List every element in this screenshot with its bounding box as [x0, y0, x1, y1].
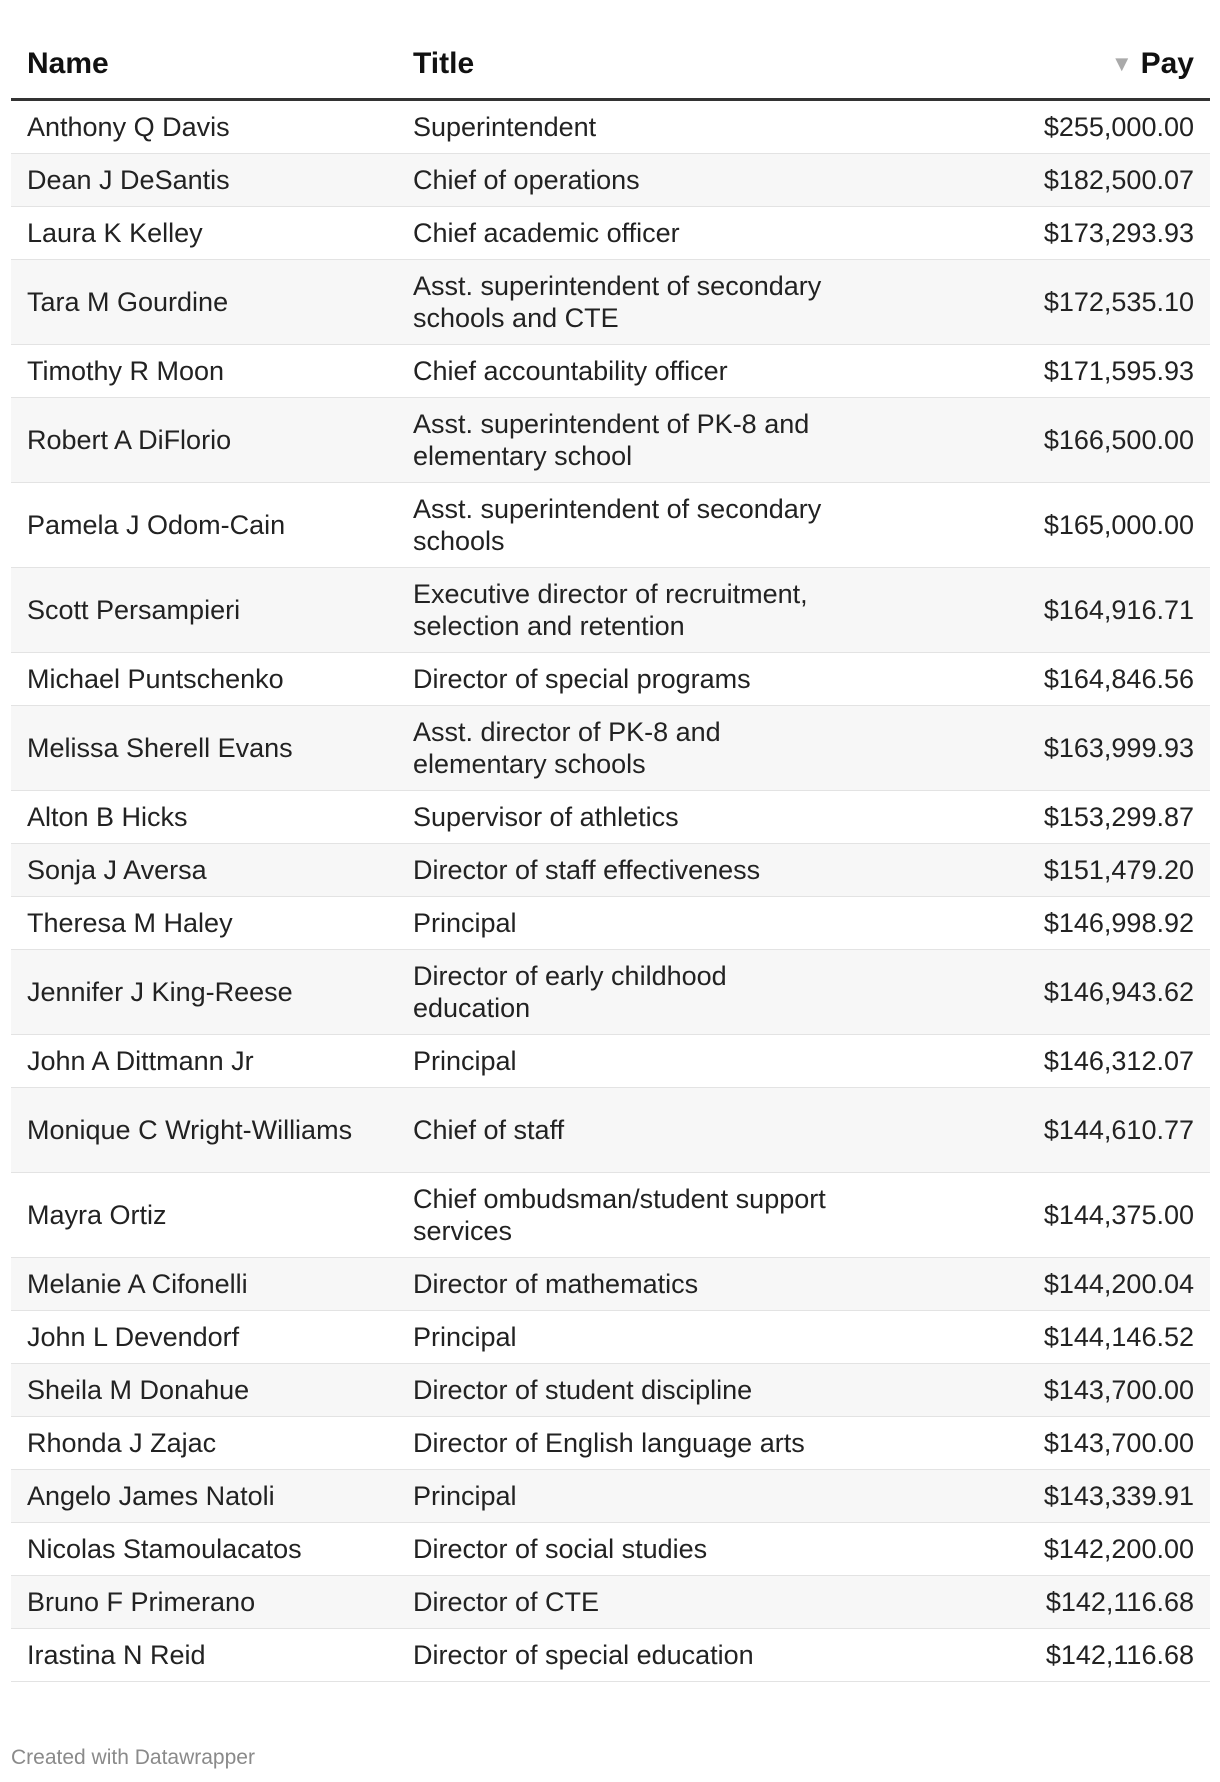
cell-pay: $146,998.92 — [897, 897, 1210, 950]
table-row — [11, 207, 1210, 260]
table-row — [11, 398, 1210, 483]
cell-title: Chief ombudsman/student support services — [397, 1173, 897, 1258]
cell-pay: $142,116.68 — [897, 1576, 1210, 1629]
cell-pay: $163,999.93 — [897, 706, 1210, 791]
cell-title: Superintendent — [397, 100, 897, 154]
table-row — [11, 100, 1210, 154]
column-header-name-label: Name — [27, 47, 109, 80]
cell-name: John L Devendorf — [11, 1311, 397, 1364]
cell-pay: $255,000.00 — [897, 100, 1210, 154]
cell-title: Chief of staff — [397, 1088, 897, 1173]
cell-pay: $164,916.71 — [897, 568, 1210, 653]
column-header-name[interactable] — [11, 30, 397, 100]
table-row — [11, 345, 1210, 398]
cell-title: Director of early childhood education — [397, 950, 897, 1035]
cell-name: Timothy R Moon — [11, 345, 397, 398]
cell-name: John A Dittmann Jr — [11, 1035, 397, 1088]
cell-name: Angelo James Natoli — [11, 1470, 397, 1523]
table-row — [11, 1417, 1210, 1470]
cell-title: Executive director of recruitment, selection and retention — [397, 568, 897, 653]
table-row — [11, 653, 1210, 706]
cell-name: Alton B Hicks — [11, 791, 397, 844]
cell-pay: $144,200.04 — [897, 1258, 1210, 1311]
cell-name: Pamela J Odom-Cain — [11, 483, 397, 568]
cell-title: Principal — [397, 1035, 897, 1088]
cell-pay: $165,000.00 — [897, 483, 1210, 568]
salary-table — [11, 30, 1210, 1682]
cell-pay: $143,700.00 — [897, 1417, 1210, 1470]
cell-title: Asst. director of PK-8 and elementary schools — [397, 706, 897, 791]
cell-name: Bruno F Primerano — [11, 1576, 397, 1629]
cell-name: Laura K Kelley — [11, 207, 397, 260]
table-row — [11, 844, 1210, 897]
cell-title: Director of mathematics — [397, 1258, 897, 1311]
cell-name: Michael Puntschenko — [11, 653, 397, 706]
cell-title: Director of CTE — [397, 1576, 897, 1629]
cell-name: Melissa Sherell Evans — [11, 706, 397, 791]
column-header-title[interactable] — [397, 30, 897, 100]
cell-pay: $146,943.62 — [897, 950, 1210, 1035]
table-row — [11, 154, 1210, 207]
table-row — [11, 897, 1210, 950]
cell-title: Chief accountability officer — [397, 345, 897, 398]
cell-title: Principal — [397, 1311, 897, 1364]
cell-title: Director of social studies — [397, 1523, 897, 1576]
cell-pay: $164,846.56 — [897, 653, 1210, 706]
cell-name: Mayra Ortiz — [11, 1173, 397, 1258]
cell-pay: $182,500.07 — [897, 154, 1210, 207]
cell-pay: $171,595.93 — [897, 345, 1210, 398]
cell-pay: $144,375.00 — [897, 1173, 1210, 1258]
cell-title: Director of special education — [397, 1629, 897, 1682]
table-row — [11, 791, 1210, 844]
cell-name: Sonja J Aversa — [11, 844, 397, 897]
table-row — [11, 950, 1210, 1035]
sort-descending-icon: ▼ — [1110, 51, 1133, 76]
table-row — [11, 1470, 1210, 1523]
table-row — [11, 1576, 1210, 1629]
cell-title: Director of English language arts — [397, 1417, 897, 1470]
cell-pay: $166,500.00 — [897, 398, 1210, 483]
table-row — [11, 706, 1210, 791]
cell-title: Asst. superintendent of secondary schools and CTE — [397, 260, 897, 345]
table-row — [11, 483, 1210, 568]
cell-name: Anthony Q Davis — [11, 100, 397, 154]
cell-pay: $153,299.87 — [897, 791, 1210, 844]
table-row — [11, 1629, 1210, 1682]
cell-pay: $142,200.00 — [897, 1523, 1210, 1576]
cell-title: Asst. superintendent of secondary schools — [397, 483, 897, 568]
cell-pay: $143,339.91 — [897, 1470, 1210, 1523]
cell-title: Director of student discipline — [397, 1364, 897, 1417]
cell-title: Asst. superintendent of PK-8 and elementary school — [397, 398, 897, 483]
cell-name: Nicolas Stamoulacatos — [11, 1523, 397, 1576]
table-row — [11, 1173, 1210, 1258]
table-row — [11, 1035, 1210, 1088]
cell-title: Director of staff effectiveness — [397, 844, 897, 897]
table-row — [11, 1311, 1210, 1364]
cell-pay: $173,293.93 — [897, 207, 1210, 260]
cell-name: Monique C Wright-Williams — [11, 1088, 397, 1173]
cell-name: Jennifer J King-Reese — [11, 950, 397, 1035]
cell-title: Chief of operations — [397, 154, 897, 207]
cell-name: Scott Persampieri — [11, 568, 397, 653]
cell-name: Theresa M Haley — [11, 897, 397, 950]
cell-pay: $142,116.68 — [897, 1629, 1210, 1682]
footer-credit: Created with Datawrapper — [11, 1746, 255, 1769]
cell-name: Dean J DeSantis — [11, 154, 397, 207]
column-header-pay[interactable] — [897, 30, 1210, 100]
cell-pay: $151,479.20 — [897, 844, 1210, 897]
table-row — [11, 1523, 1210, 1576]
cell-name: Robert A DiFlorio — [11, 398, 397, 483]
cell-pay: $143,700.00 — [897, 1364, 1210, 1417]
cell-pay: $144,610.77 — [897, 1088, 1210, 1173]
cell-title: Director of special programs — [397, 653, 897, 706]
cell-pay: $146,312.07 — [897, 1035, 1210, 1088]
table-row — [11, 568, 1210, 653]
cell-title: Supervisor of athletics — [397, 791, 897, 844]
cell-title: Principal — [397, 1470, 897, 1523]
cell-name: Irastina N Reid — [11, 1629, 397, 1682]
cell-title: Chief academic officer — [397, 207, 897, 260]
table-row — [11, 1088, 1210, 1173]
column-header-pay-label: Pay — [1140, 47, 1194, 80]
cell-name: Rhonda J Zajac — [11, 1417, 397, 1470]
header-row — [11, 30, 1210, 100]
cell-name: Tara M Gourdine — [11, 260, 397, 345]
table-row — [11, 1364, 1210, 1417]
table-row — [11, 260, 1210, 345]
cell-title: Principal — [397, 897, 897, 950]
table-row — [11, 1258, 1210, 1311]
cell-name: Sheila M Donahue — [11, 1364, 397, 1417]
column-header-title-label: Title — [413, 47, 475, 80]
cell-pay: $144,146.52 — [897, 1311, 1210, 1364]
cell-pay: $172,535.10 — [897, 260, 1210, 345]
cell-name: Melanie A Cifonelli — [11, 1258, 397, 1311]
